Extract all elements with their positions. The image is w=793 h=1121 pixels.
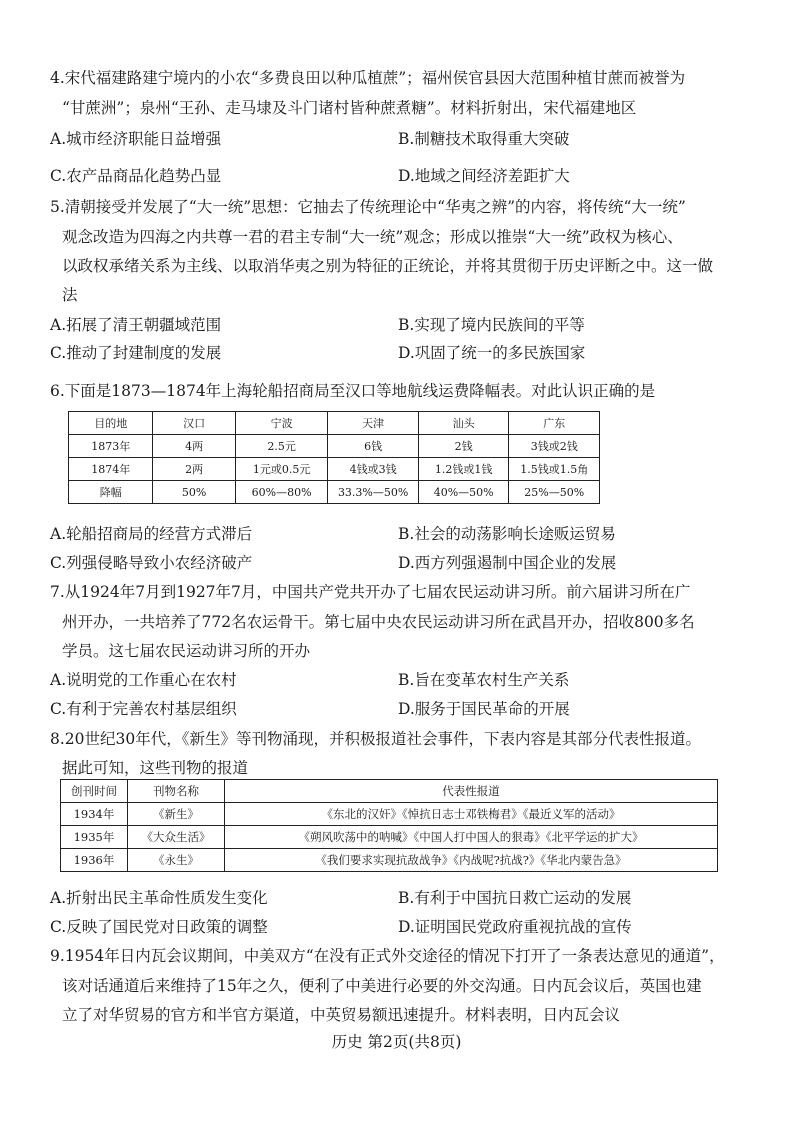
table-cell: 2.5元	[235, 435, 328, 458]
table-cell: 40%—50%	[418, 481, 509, 504]
table-cell: 25%—50%	[509, 481, 600, 504]
table-cell: 33.3%—50%	[328, 481, 419, 504]
q5-option-a: A.拓展了清王朝疆域范围	[50, 316, 222, 334]
periodicals-table	[60, 779, 718, 872]
q4-option-b: B.制糖技术取得重大突破	[398, 130, 570, 148]
q9-stem-line-2: 该对话通道后来维持了15年之久，便利了中美进行必要的外交沟通。日内瓦会议后，英国也建	[62, 977, 702, 995]
table-cell: 降幅	[69, 481, 153, 504]
q4-stem-line-1: 4.宋代福建路建宁境内的小农“多费良田以种瓜植蔗”；福州侯官县因大范围种植甘蔗而被誉为	[50, 69, 686, 87]
q6-option-d: D.西方列强遏制中国企业的发展	[398, 554, 617, 572]
table-cell: 1.5钱或1.5角	[509, 458, 600, 481]
table-cell: 60%—80%	[235, 481, 328, 504]
table-cell: 《东北的汉奸》《悼抗日志士邓铁梅君》《最近义军的活动》	[225, 803, 718, 826]
table-header-cell: 汕头	[418, 412, 509, 435]
q8-option-a: A.折射出民主革命性质发生变化	[50, 889, 268, 907]
table-cell: 2钱	[418, 435, 509, 458]
table-cell: 1元或0.5元	[235, 458, 328, 481]
page-footer: 历史 第2页(共8页)	[331, 1033, 462, 1051]
q7-option-b: B.旨在变革农村生产关系	[398, 671, 570, 689]
table-header-cell: 汉口	[153, 412, 235, 435]
table-cell: 6钱	[328, 435, 419, 458]
table-cell: 3钱或2钱	[509, 435, 600, 458]
q7-stem-line-2: 州开办，一共培养了772名农运骨干。第七届中央农民运动讲习所在武昌开办，招收800多名	[62, 613, 695, 631]
q6-option-c: C.列强侵略导致小农经济破产	[50, 554, 253, 572]
q8-option-b: B.有利于中国抗日救亡运动的发展	[398, 889, 632, 907]
q6-option-a: A.轮船招商局的经营方式滞后	[50, 525, 253, 543]
table-cell: 2两	[153, 458, 235, 481]
q7-stem-line-1: 7.从1924年7月到1927年7月，中国共产党共开办了七届农民运动讲习所。前六届讲习所在广	[50, 583, 691, 601]
q5-stem-line-4: 法	[62, 286, 78, 304]
q4-option-d: D.地域之间经济差距扩大	[398, 167, 570, 185]
q7-option-a: A.说明党的工作重心在农村	[50, 671, 237, 689]
table-row	[69, 458, 600, 481]
table-cell: 1874年	[69, 458, 153, 481]
q8-stem-line-2: 据此可知，这些刊物的报道	[62, 759, 249, 777]
table-cell: 1934年	[61, 803, 128, 826]
q5-option-c: C.推动了封建制度的发展	[50, 344, 222, 362]
table-cell: 4钱或3钱	[328, 458, 419, 481]
table-cell: 《永生》	[128, 849, 225, 872]
table-header-cell: 宁波	[235, 412, 328, 435]
q5-stem-line-3: 以政权承绪关系为主线、以取消华夷之别为特征的正统论，并将其贯彻于历史评断之中。这一做	[62, 257, 714, 275]
table-cell: 1.2钱或1钱	[418, 458, 509, 481]
table-cell: 《新生》	[128, 803, 225, 826]
table-cell: 《大众生活》	[128, 826, 225, 849]
table-header-cell: 代表性报道	[225, 780, 718, 803]
q5-option-b: B.实现了境内民族间的平等	[398, 316, 585, 334]
table-cell: 1873年	[69, 435, 153, 458]
table-header-cell: 创刊时间	[61, 780, 128, 803]
q4-stem-line-2: “甘蔗洲”；泉州“王孙、走马埭及斗门诸村皆种蔗煮糖”。材料折射出，宋代福建地区	[62, 99, 637, 117]
q5-stem-line-2: 观念改造为四海之内共尊一君的君主专制“大一统”观念；形成以推崇“大一统”政权为核心、	[62, 228, 683, 246]
q5-option-d: D.巩固了统一的多民族国家	[398, 344, 586, 362]
table-cell: 《我们要求实现抗敌战争》《内战呢?抗战?》《华北内蒙告急》	[225, 849, 718, 872]
table-row	[69, 435, 600, 458]
q7-option-d: D.服务于国民革命的开展	[398, 700, 570, 718]
q6-option-b: B.社会的动荡影响长途贩运贸易	[398, 525, 616, 543]
q9-stem-line-3: 立了对华贸易的官方和半官方渠道，中英贸易额迅速提升。材料表明，日内瓦会议	[62, 1006, 621, 1024]
q9-stem-line-1: 9.1954年日内瓦会议期间，中美双方“在没有正式外交途径的情况下打开了一条表达意见的通道”，	[50, 947, 725, 965]
table-header-cell: 广东	[509, 412, 600, 435]
table-row	[61, 826, 718, 849]
table-row	[69, 481, 600, 504]
q7-stem-line-3: 学员。这七届农民运动讲习所的开办	[62, 642, 311, 660]
table-header-cell: 刊物名称	[128, 780, 225, 803]
q4-option-c: C.农产品商品化趋势凸显	[50, 167, 222, 185]
table-row	[61, 849, 718, 872]
q7-option-c: C.有利于完善农村基层组织	[50, 700, 237, 718]
q8-option-d: D.证明国民党政府重视抗战的宣传	[398, 918, 632, 936]
freight-table	[68, 411, 600, 504]
table-row	[61, 803, 718, 826]
table-header-cell: 目的地	[69, 412, 153, 435]
table-header-row	[69, 412, 600, 435]
q5-stem-line-1: 5.清朝接受并发展了“大一统”思想：它抽去了传统理论中“华夷之辨”的内容，将传统“大一统”	[50, 198, 686, 216]
table-cell: 1936年	[61, 849, 128, 872]
table-cell: 4两	[153, 435, 235, 458]
q8-option-c: C.反映了国民党对日政策的调整	[50, 918, 268, 936]
table-cell: 50%	[153, 481, 235, 504]
table-cell: 1935年	[61, 826, 128, 849]
table-cell: 《朔风吹荡中的呐喊》《中国人打中国人的狠毒》《北平学运的扩大》	[225, 826, 718, 849]
table-header-row	[61, 780, 718, 803]
q8-stem-line-1: 8.20世纪30年代，《新生》等刊物涌现，并积极报道社会事件，下表内容是其部分代表性报道。	[50, 730, 701, 748]
table-header-cell: 天津	[328, 412, 419, 435]
q4-option-a: A.城市经济职能日益增强	[50, 130, 222, 148]
q6-stem-line-1: 6.下面是1873—1874年上海轮船招商局至汉口等地航线运费降幅表。对此认识正确的是	[50, 382, 656, 400]
